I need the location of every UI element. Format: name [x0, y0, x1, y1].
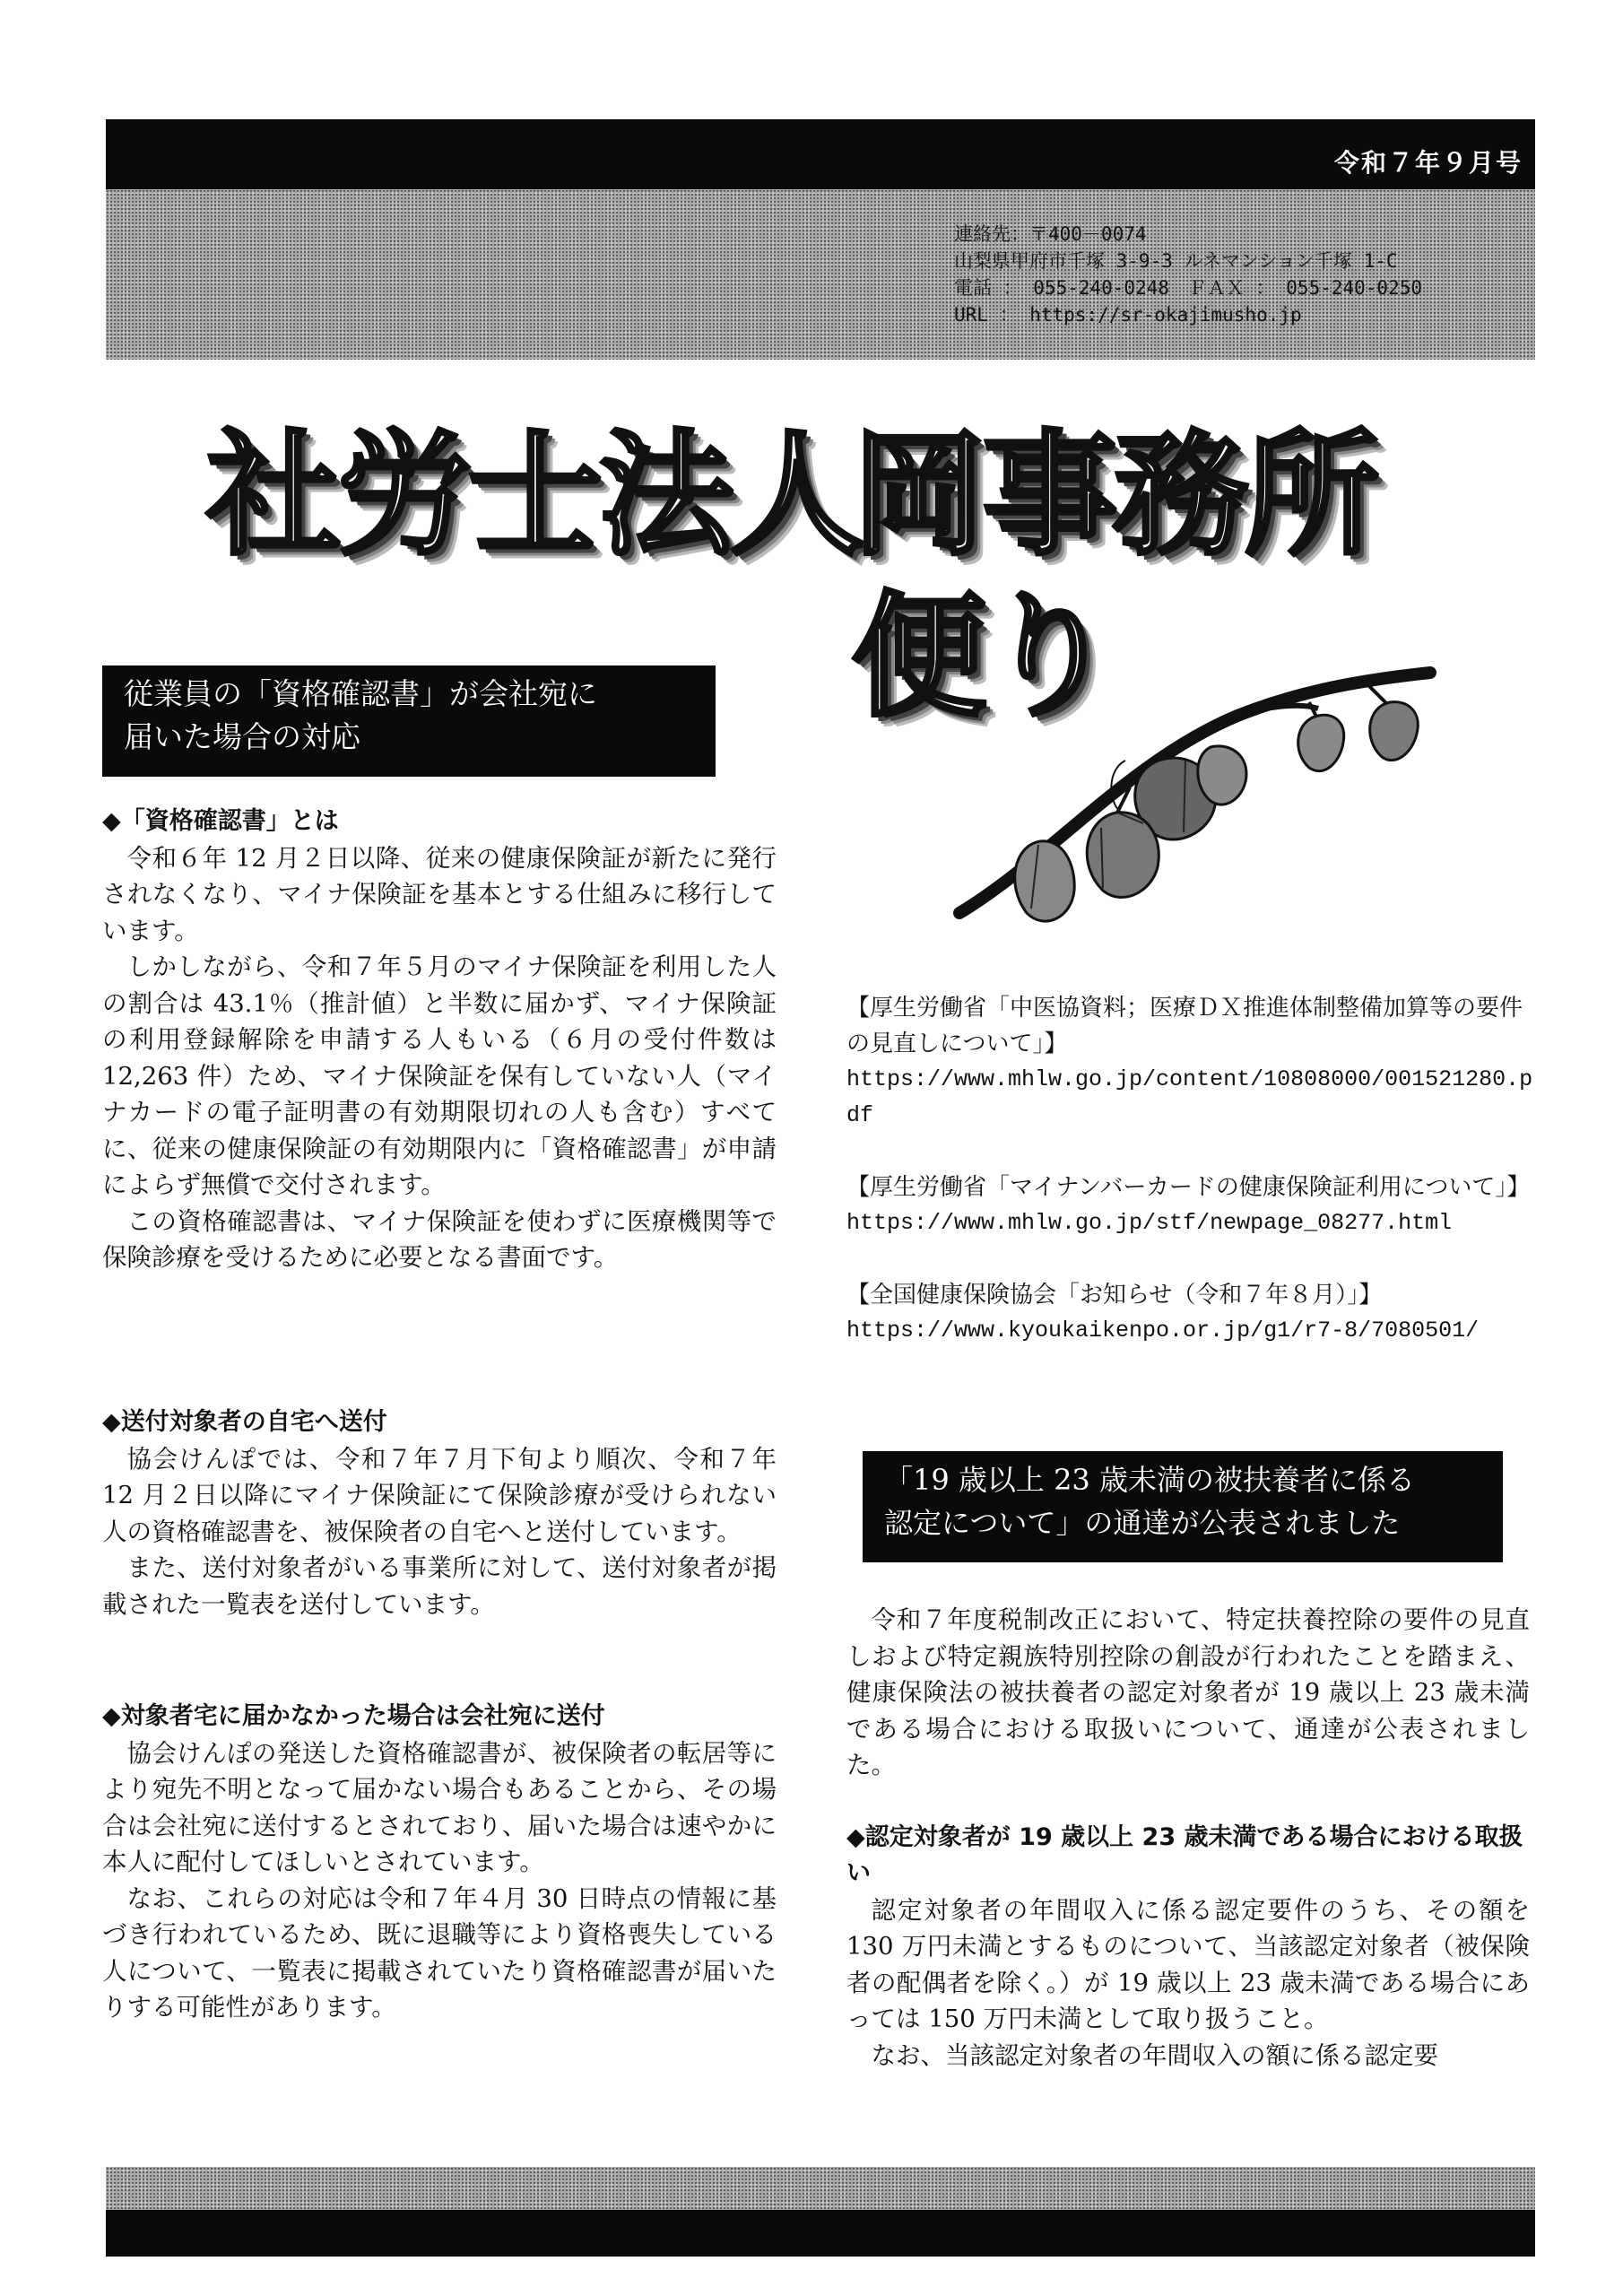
- paragraph: 令和６年 12 月２日以降、従来の健康保険証が新たに発行されなくなり、マイナ保険証を基本とする仕組みに移行しています。: [102, 843, 777, 945]
- contact-phone-line: 電話 ： 055-240-0248 ＦＡＸ ： 055-240-0250: [954, 277, 1423, 299]
- contact-address-line: 山梨県甲府市千塚 3-9-3 ルネマンション千塚 1-C: [954, 250, 1398, 272]
- paragraph: 認定対象者の年間収入に係る認定要件のうち、その額を 130 万円未満とするものについて、当該認定対象者（被保険者の配偶者を除く。）が 19 歳以上 23 歳未満である場合にあっては 150 万円未満として取り扱うこと。: [846, 1895, 1530, 2033]
- paragraph: 協会けんぽでは、令和７年７月下旬より順次、令和７年 12 月２日以降にマイナ保険証にて保険診療が受けられない人の資格確認書を、被保険者の自宅へと送付しています。: [102, 1444, 777, 1546]
- article2-title-line: 認定について」の通達が公表されました: [884, 1506, 1401, 1540]
- contact-url-line: URL ： https://sr-okajimusho.jp: [954, 304, 1302, 326]
- physalis-illustration: [942, 653, 1444, 967]
- article1-body: [102, 1405, 777, 1622]
- reference-link[interactable]: https://www.mhlw.go.jp/stf/newpage_08277.html: [846, 1210, 1453, 1236]
- title-part-2: 岡事務所便り: [852, 416, 1376, 735]
- reference-item: [846, 1170, 1537, 1241]
- reference-item: [846, 1277, 1537, 1349]
- reference-source: 【厚生労働省「マイナンバーカードの健康保険証利用について」】: [846, 1174, 1531, 1201]
- footer-bar: [106, 2210, 1535, 2257]
- article1-title-line: 届いた場合の対応: [124, 719, 360, 754]
- article2-body: [846, 1602, 1530, 2074]
- section-heading: ◆対象者宅に届かなかった場合は会社宛に送付: [102, 1702, 605, 1730]
- paragraph: 協会けんぽの発送した資格確認書が、被保険者の転居等により宛先不明となって届かない場合もあることから、その場合は会社宛に送付するとされており、届いた場合は速やかに本人に配付してほしいとされています。: [102, 1738, 777, 1876]
- title-part-1: 社労士法人: [206, 416, 862, 574]
- reference-link[interactable]: https://www.kyoukaikenpo.or.jp/g1/r7-8/7080501/: [846, 1318, 1480, 1344]
- reference-source: 【厚生労働省「中医協資料；医療ＤＸ推進体制整備加算等の要件の見直しについて」】: [846, 995, 1523, 1057]
- header-bar: [106, 119, 1535, 189]
- reference-list: [846, 990, 1537, 1385]
- section-heading: ◆送付対象者の自宅へ送付: [102, 1408, 387, 1436]
- article1-title-line: 従業員の「資格確認書」が会社宛に: [124, 676, 597, 711]
- contact-info: [954, 221, 1422, 328]
- article1-body: [102, 804, 777, 1276]
- section-heading: ◆「資格確認書」とは: [102, 807, 339, 835]
- paragraph: また、送付対象者がいる事業所に対して、送付対象者が掲載された一覧表を送付しています。: [102, 1553, 777, 1619]
- article1-body: [102, 1699, 777, 2026]
- article2-title-line: 「19 歳以上 23 歳未満の被扶養者に係る: [884, 1463, 1415, 1497]
- reference-item: [846, 990, 1537, 1134]
- reference-source: 【全国健康保険協会「お知らせ（令和７年８月）」】: [846, 1282, 1383, 1309]
- article2-title: [863, 1451, 1503, 1562]
- section-heading: ◆認定対象者が 19 歳以上 23 歳未満である場合における取扱い: [846, 1822, 1523, 1887]
- paragraph: なお、これらの対応は令和７年４月 30 日時点の情報に基づき行われているため、既に退職等により資格喪失している人について、一覧表に掲載されていたり資格確認書が届いたりする可能性があります。: [102, 1883, 777, 2022]
- paragraph: 令和７年度税制改正において、特定扶養控除の要件の見直しおよび特定親族特別控除の創設が行われたことを踏まえ、健康保険法の被扶養者の認定対象者が 19 歳以上 23 歳未満である場合における取扱いについて、通達が公表されました。: [846, 1605, 1530, 1779]
- issue-date: 令和７年９月号: [1333, 148, 1523, 178]
- paragraph: この資格確認書は、マイナ保険証を使わずに医療機関等で保険診療を受けるために必要となる書面です。: [102, 1206, 777, 1272]
- article1-title: [102, 665, 716, 777]
- footer-band: [106, 2167, 1535, 2210]
- paragraph: なお、当該認定対象者の年間収入の額に係る認定要: [871, 2040, 1438, 2070]
- contact-address-line: 連絡先：〒400－0074: [954, 223, 1147, 245]
- reference-link[interactable]: https://www.mhlw.go.jp/content/10808000/001521280.pdf: [846, 1066, 1533, 1128]
- paragraph: しかしながら、令和７年５月のマイナ保険証を利用した人の割合は 43.1％（推計値）と半数に届かず、マイナ保険証の利用登録解除を申請する人もいる（６月の受付件数は 12,263 件）ため、マイナ保険証を保有していない人（マイナカードの電子証明書の有効期限切れの人も含む）すべてに、従来の健康保険証の有効期限内に「資格確認書」が申請によらず無償で交付されます。: [102, 952, 777, 1199]
